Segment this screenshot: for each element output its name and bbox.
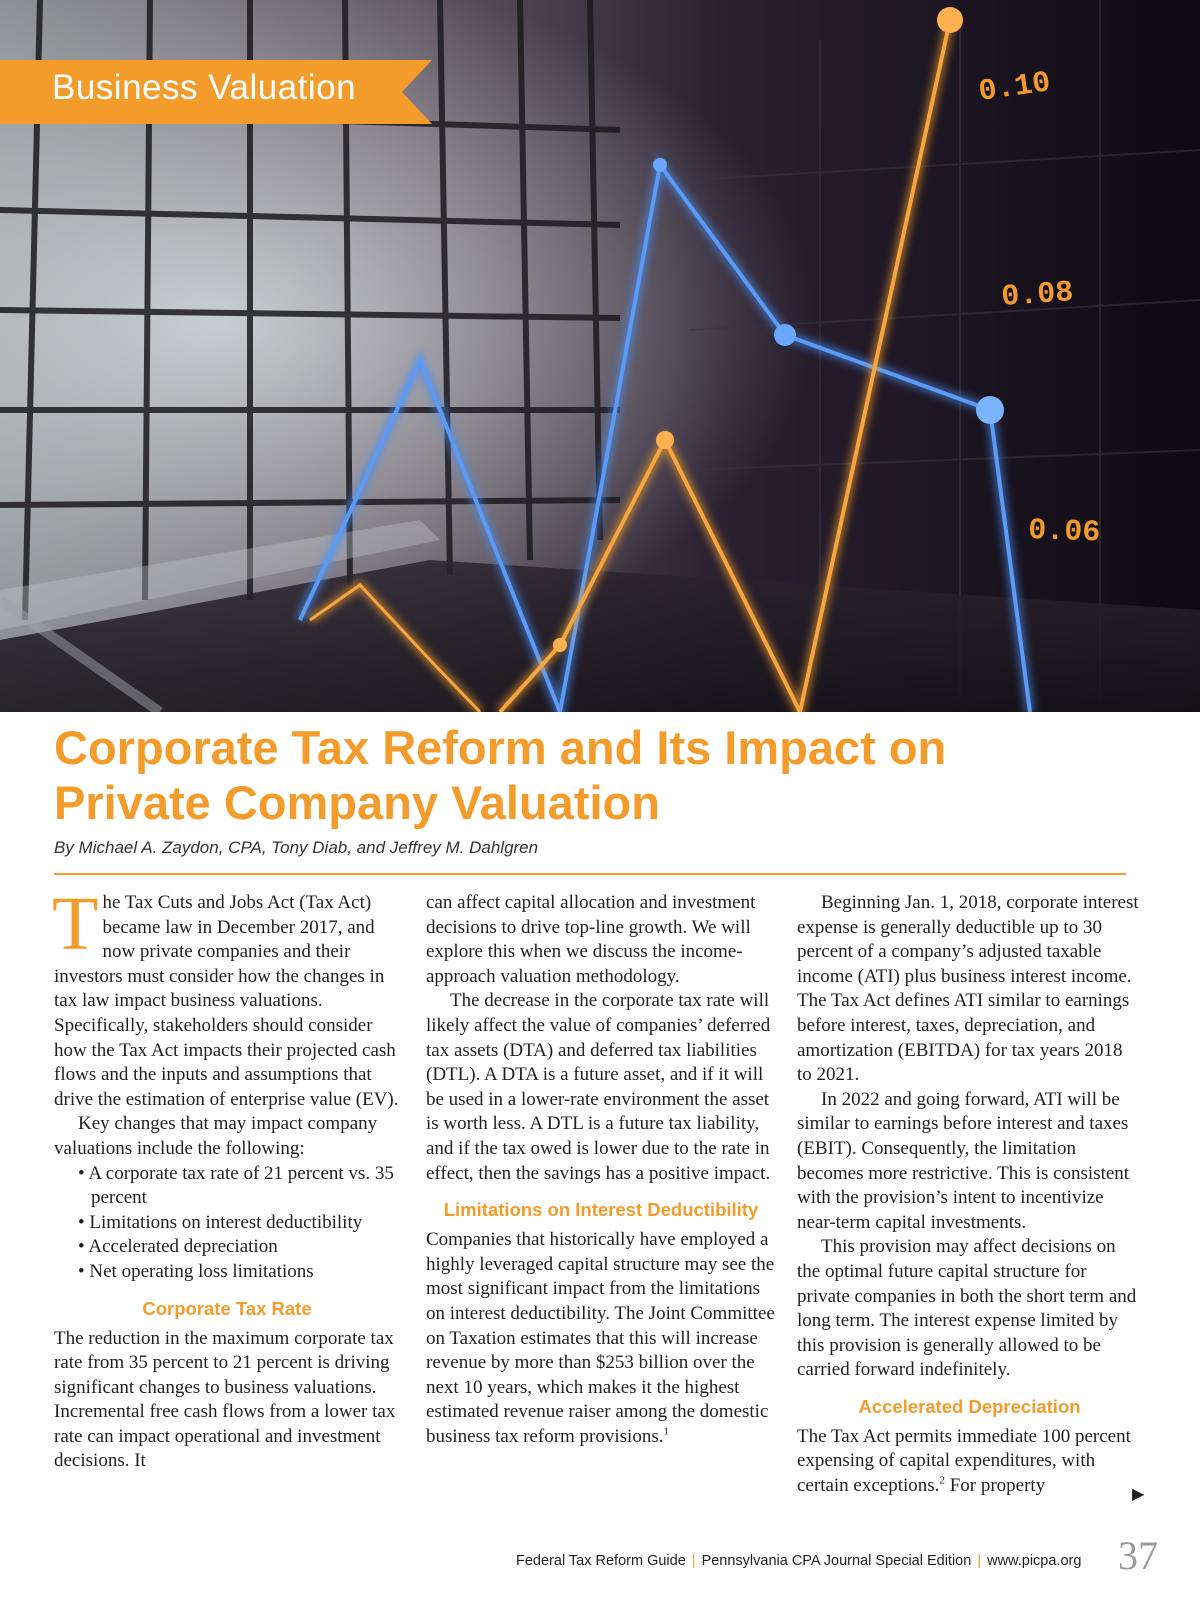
footer-separator: | xyxy=(977,1553,982,1569)
article-title-line1: Corporate Tax Reform and Its Impact on xyxy=(54,721,947,774)
page-number: 37 xyxy=(1118,1533,1158,1578)
subhead-corporate-tax-rate: Corporate Tax Rate xyxy=(142,1297,312,1319)
paragraph: The reduction in the maximum corporate tax rate from 35 percent to 21 percent is driving significant changes to business valuations. Incremental free cash flows from a lower tax rate can impact operational and investment decisions. It xyxy=(54,1327,396,1472)
intro-paragraph xyxy=(52,882,400,1112)
list-item: • A corporate tax rate of 21 percent vs. 35 percent xyxy=(78,1162,394,1209)
paragraph: The decrease in the corporate tax rate will likely affect the value of companies’ deferred tax assets (DTA) and deferred tax liabilities (DTL). A DTA is a future asset, and if it will be used in a lower-rate environment the asset is worth less. A DTL is a future tax liability, and if the tax owed is lower due to the rate in effect, then the savings has a positive impact. xyxy=(426,990,771,1184)
list-item: • Accelerated depreciation xyxy=(78,1236,278,1258)
footnote-ref: 1 xyxy=(663,1425,669,1438)
continue-arrow-icon: ▶ xyxy=(1132,1484,1145,1503)
page-footer xyxy=(516,1553,1081,1569)
list-item: • Limitations on interest deductibility xyxy=(78,1211,363,1233)
paragraph-text: Companies that historically have employed a highly leveraged capital structure may see the most significant impact from the limitations on interest deductibility. The Joint Committee on Taxation estimates that this will increase revenue by more than $253 billion over the next 10 years, which makes it the highest estimated revenue raiser among the domestic business tax reform provisions. xyxy=(426,1229,775,1447)
section-banner xyxy=(0,60,432,124)
paragraph: Key changes that may impact company valuations include the following: xyxy=(54,1113,378,1159)
footer-site-link[interactable]: www.picpa.org xyxy=(987,1553,1082,1569)
paragraph-text-tail: For property xyxy=(944,1475,1046,1497)
paragraph xyxy=(426,1228,776,1449)
axis-tick-label: 0.06 xyxy=(1027,514,1101,551)
paragraph: can affect capital allocation and investment decisions to drive top-line growth. We will explore this when we discuss the income-approach valuation methodology. xyxy=(426,892,756,987)
article-title-line2: Private Company Valuation xyxy=(54,776,660,829)
drop-cap: T xyxy=(52,882,99,966)
paragraph: In 2022 and going forward, ATI will be similar to earnings before interest and taxes (EBIT). Consequently, the limitation becomes more restrictive. This is consistent with the provision’s intent to incentivize near-term capital investments. xyxy=(797,1088,1130,1233)
footnote-ref: 2 xyxy=(939,1474,945,1487)
footer-journal: Pennsylvania CPA Journal Special Edition xyxy=(701,1553,972,1569)
column-2 xyxy=(426,891,776,1449)
paragraph: Beginning Jan. 1, 2018, corporate interest expense is generally deductible up to 30 percent of a company’s adjusted taxable income (ATI) plus business interest income. The Tax Act defines ATI similar to earnings before interest, taxes, depreciation, and amortization (EBITDA) for tax years 2018 to 2021. xyxy=(797,892,1139,1086)
axis-tick-label: 0.08 xyxy=(1000,276,1075,315)
paragraph-text: The Tax Act permits immediate 100 percent expensing of capital expenditures, with certain exceptions. xyxy=(797,1425,1131,1497)
article-title xyxy=(54,720,1154,830)
title-divider xyxy=(54,873,1126,875)
paragraph: This provision may affect decisions on the optimal future capital structure for private companies in both the short term and long term. The interest expense limited by this provision is generally allowed to be carried forward indefinitely. xyxy=(797,1236,1137,1381)
axis-tick-label: 0.10 xyxy=(976,66,1053,110)
section-banner-label: Business Valuation xyxy=(52,68,357,107)
list-item: • Net operating loss limitations xyxy=(78,1260,314,1282)
key-changes-list xyxy=(54,1162,400,1285)
intro-text: he Tax Cuts and Jobs Act (Tax Act) became law in December 2017, and now private companies and their investors must consider how the changes in tax law impact business valuations. Specifically, stakeholders should consider how the Tax Act impacts their projected cash flows and the inputs and assumptions that drive the estimation of enterprise value (EV). xyxy=(54,892,399,1110)
footer-guide: Federal Tax Reform Guide xyxy=(516,1553,686,1569)
byline: By Michael A. Zaydon, CPA, Tony Diab, and Jeffrey M. Dahlgren xyxy=(54,838,539,857)
column-3 xyxy=(797,891,1142,1499)
column-1 xyxy=(52,882,400,1474)
subhead-accelerated-depreciation: Accelerated Depreciation xyxy=(858,1395,1081,1417)
paragraph xyxy=(797,1425,1142,1499)
subhead-interest-deductibility: Limitations on Interest Deductibility xyxy=(443,1199,759,1221)
footer-separator: | xyxy=(691,1553,696,1569)
